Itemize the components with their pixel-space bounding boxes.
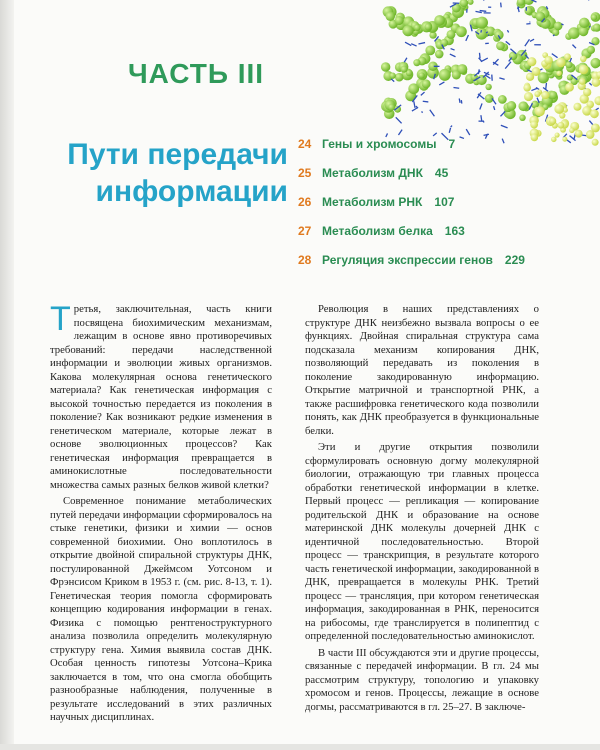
paragraph: Эти и другие открытия позволили сформулировать основную догму молекулярной биологии, отражающую три главных процесса обработки генетической информации в клетке. Первый процесс — репликация — копирование родительской ДНК и образование на основе материнской ДНК молекулы дочерней ДНК с идентичной последовательностью. Второй процесс — транскрипция, в результате которого часть генетической информации, закодированной в ДНК, превращается в молекулы РНК. Третий процесс — трансляция, при котором генетическая информация, закодированная в РНК, переносится на рибосомы, где транслируется в полипептид с определенной последовательностью аминокислот. xyxy=(305,441,539,642)
toc-page-number: 229 xyxy=(504,253,525,267)
toc-page-number: 7 xyxy=(448,137,456,151)
page-bottom-edge xyxy=(0,744,600,750)
toc-chapter-title: Гены и хромосомы xyxy=(322,137,437,151)
toc-item[interactable] xyxy=(298,195,588,224)
toc-chapter-title: Регуляция экспрессии генов xyxy=(322,253,493,267)
paragraph: В части III обсуждаются эти и другие процессы, связанные с передачей информации. В гл. 24 мы рассмотрим структуру, топологию и упаковку хромосом и генов. Процессы, лежащие в основе догмы, рассматриваются в гл. 25–27. В заключе- xyxy=(305,646,539,713)
toc-chapter-title: Метаболизм ДНК xyxy=(322,166,423,180)
toc-chapter-number: 27 xyxy=(298,224,312,238)
title-line-2: информации xyxy=(95,175,288,208)
paragraph: Современное понимание метаболических путей передачи информации сформировалось на стыке генетики, физики и химии — основ современной биохимии. Оно воплотилось в открытие двойной спиральной структуры ДНК, постулированной Джеймсом Уотсоном и Фрэнсисом Криком в 1953 г. (см. рис. 8-13, т. 1). Генетическая теория помогла сформировать концепцию кодирования информации в генах. Физика с помощью рентгеноструктурного анализа позволила определить молекулярную структуру гена. Химия выявила состав ДНК. Особая ценность гипотезы Уотсона–Крика заключается в том, что она смогла обобщить разнообразные наблюдения, полученные в результате исследований в этих различных научных дисциплинах. xyxy=(50,495,272,723)
toc-item[interactable] xyxy=(298,253,588,282)
toc-chapter-number: 26 xyxy=(298,195,312,209)
toc-page-number: 45 xyxy=(434,166,449,180)
toc-item[interactable] xyxy=(298,137,588,166)
paragraph: Революция в наших представлениях о структуре ДНК неизбежно вызвала вопросы о ее функциях. Двойная спиральная структура сама подсказала механизм копирования ДНК, позволяющий передавать из поколения в поколение закодированную информацию. Открытие матричной и транспортной РНК, а также расшифровка генетического кода позволили понять, как ДНК преобразуется в функциональные белки. xyxy=(305,303,539,437)
toc-chapter-number: 28 xyxy=(298,253,312,267)
toc-page-number: 163 xyxy=(444,224,465,238)
title-line-1: Пути передачи xyxy=(67,138,288,171)
toc-chapter-title: Метаболизм белка xyxy=(322,224,433,238)
paragraph-text: ретья, заключительная, часть книги посвящена биохимическим механизмам, лежащим в основе явно противоречивых требований: передачи наследственной информации и эволюции живых организмов. Какова молекулярная основа генетического материала? Как генетическая информация с высокой точностью передается из поколения в поколение? Как возникают редкие изменения в генетическом материале, которые лежат в основе эволюционных процессов? Как генетическая информация превращается в аминокислотные последовательности множества самых разных белков живой клетки? xyxy=(50,303,272,491)
drop-cap: Т xyxy=(50,300,71,338)
toc-chapter-number: 24 xyxy=(298,137,312,151)
part-label: ЧАСТЬ III xyxy=(128,58,265,89)
page-title xyxy=(48,136,288,210)
toc-item[interactable] xyxy=(298,166,588,195)
text-column-left xyxy=(50,300,272,728)
text-column-right xyxy=(305,303,539,717)
table-of-contents xyxy=(298,137,588,282)
page-edge xyxy=(0,0,14,750)
toc-chapter-title: Метаболизм РНК xyxy=(322,195,423,209)
toc-item[interactable] xyxy=(298,224,588,253)
dna-molecule-illustration xyxy=(365,0,600,150)
toc-page-number: 107 xyxy=(434,195,455,209)
toc-chapter-number: 25 xyxy=(298,166,312,180)
paragraph xyxy=(50,300,272,492)
